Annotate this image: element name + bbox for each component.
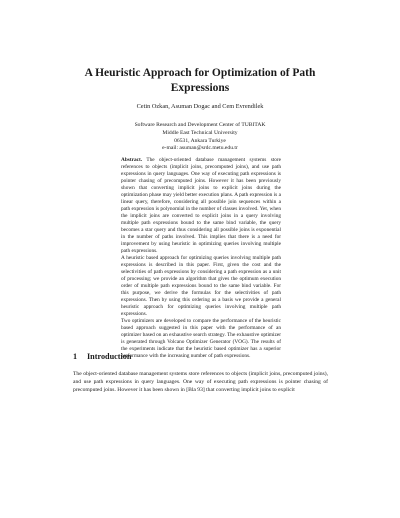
abstract-text: The object-oriented database management systems store references to objects (implicit joins, precomputed joins), and use path expressions in query languages. One way of executing path expressions is pointer chasing of precomputed joins. However it has been previously shown that converting implicit joins to explicit joins during the optimization phase may yield better execution plans. A path expression is a linear query, therefore, considering all possible join sequences within a path expression is polynomial in the number of classes involved. Yet, when the implicit joins are converted to explicit joins in a query involving multiple path expressions bound to the same bind variable, the query becomes a star query and thus considering all possible joins is exponential in the number of paths involved. This implies that there is a need for improvement by using heuristic in optimizing queries involving multiple path expressions. xyxy=(121,157,281,254)
abstract-paragraph: A heuristic based approach for optimizing queries involving multiple path expressions is described in this paper. First, given the cost and the selectivities of path expressions by considering a path expression as a unit of processing; we provide an algorithm that gives the optimum execution order of multiple path expressions bound to the same bind variable. For this purpose, we derive the formulas for the selectivities of path expressions. Then by using this ordering as a basis we provide a general heuristic approach for optimizing queries involving multiple path expressions. xyxy=(121,255,281,317)
abstract xyxy=(121,157,281,360)
introduction-text xyxy=(73,370,328,395)
abstract-paragraph: Two optimizers are developed to compare the performance of the heuristic based approach suggested in this paper with the performance of an optimizer based on an exhaustive search strategy. The exhaustive optimizer is generated through Volcano Optimizer Generator (VOG). The results of the experiments indicate that the heuristic based optimizer has a superior performance with the increasing number of path expressions. xyxy=(121,318,281,359)
abstract-paragraph xyxy=(121,157,281,255)
author-list: Cetin Ozkan, Asuman Dogac and Cem Evrendilek xyxy=(136,103,264,110)
body-paragraph: The object-oriented database management systems store references to objects (implicit joins, precomputed joins), and use path expressions in query languages. One way of executing path expressions is pointer chasing of precomputed joins. However it has been shown in [Bla 93] that converting implicit joins to explicit xyxy=(73,371,328,394)
contact-email: e-mail: asuman@srdc.metu.edu.tr xyxy=(162,145,238,152)
section-title: Introduction xyxy=(87,352,132,361)
abstract-label: Abstract. xyxy=(121,157,143,163)
affiliation-line: 06531, Ankara Turkiye xyxy=(174,137,226,144)
title-line-1: A Heuristic Approach for Optimization of Path xyxy=(84,67,316,79)
affiliation-block xyxy=(60,122,340,153)
affiliation-line: Software Research and Development Center of TUBITAK xyxy=(134,122,266,128)
title-line-2: Expressions xyxy=(170,82,230,94)
section-number: 1 xyxy=(73,352,78,361)
paper-title xyxy=(60,66,340,96)
section-heading xyxy=(73,352,333,362)
affiliation-line: Middle East Technical University xyxy=(162,129,238,136)
